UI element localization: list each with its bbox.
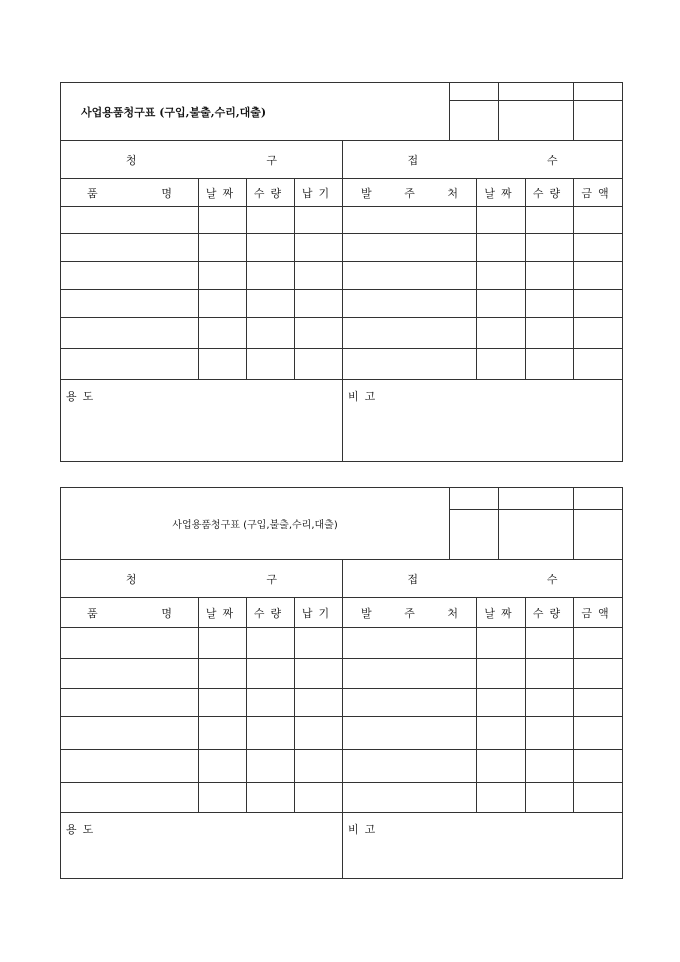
col-request-date: 날짜 [199,598,247,628]
cell[interactable] [343,783,477,813]
remarks-field[interactable] [343,380,623,462]
cell[interactable] [199,628,247,659]
receipt-section-header [343,560,623,598]
table-row [61,689,623,717]
approval-header-cell [499,83,574,101]
cell[interactable] [574,689,623,717]
purpose-field[interactable] [61,380,343,462]
col-due-date: 납기 [295,179,343,207]
purpose-label: 용도 [66,390,100,403]
approval-header-cell [574,83,623,101]
receipt-label-1: 접 [407,153,419,167]
approval-signature-cell[interactable] [450,101,499,141]
col-request-qty: 수량 [247,179,295,207]
col-receipt-date: 날짜 [477,598,526,628]
request-label-2: 구 [266,572,278,586]
cell[interactable] [477,207,526,234]
approval-signature-cell[interactable] [499,101,574,141]
cell[interactable] [343,750,477,783]
cell[interactable] [61,318,199,349]
cell[interactable] [61,750,199,783]
cell[interactable] [247,234,295,262]
cell[interactable] [574,207,623,234]
cell[interactable] [574,628,623,659]
cell[interactable] [199,207,247,234]
cell[interactable] [343,659,477,689]
cell[interactable] [477,318,526,349]
approval-signature-cell[interactable] [499,510,574,560]
request-label-1: 청 [125,153,137,167]
cell[interactable] [61,262,199,290]
cell[interactable] [526,349,574,380]
cell[interactable] [477,290,526,318]
approval-signature-cell[interactable] [574,510,623,560]
table-row [61,234,623,262]
receipt-label-2: 수 [546,153,558,167]
cell[interactable] [526,750,574,783]
cell[interactable] [574,318,623,349]
cell[interactable] [295,262,343,290]
cell[interactable] [247,262,295,290]
table-row [61,717,623,750]
cell[interactable] [526,262,574,290]
cell[interactable] [574,659,623,689]
cell[interactable] [343,207,477,234]
purpose-label: 용도 [66,823,100,836]
cell[interactable] [477,689,526,717]
form-title: 사업용품청구표 (구입,불출,수리,대출) [61,488,450,560]
request-section-header [61,141,343,179]
cell[interactable] [526,234,574,262]
cell[interactable] [295,349,343,380]
col-supplier: 발 주 처 [343,179,477,207]
receipt-label-2: 수 [546,572,558,586]
cell[interactable] [295,750,343,783]
cell[interactable] [574,290,623,318]
cell[interactable] [477,659,526,689]
cell[interactable] [247,628,295,659]
table-row [61,349,623,380]
cell[interactable] [61,349,199,380]
cell[interactable] [199,750,247,783]
table-row [61,628,623,659]
cell[interactable] [199,349,247,380]
col-amount: 금액 [574,179,623,207]
table-row [61,750,623,783]
table-row [61,783,623,813]
table-row [61,318,623,349]
cell[interactable] [61,628,199,659]
cell[interactable] [295,689,343,717]
cell[interactable] [343,689,477,717]
remarks-field[interactable] [343,813,623,879]
form-title: 사업용품청구표 (구입,불출,수리,대출) [61,83,450,141]
col-supplier: 발 주 처 [343,598,477,628]
cell[interactable] [199,234,247,262]
table-row [61,659,623,689]
cell[interactable] [295,659,343,689]
receipt-label-1: 접 [407,572,419,586]
cell[interactable] [199,689,247,717]
col-item-name: 품 명 [61,179,199,207]
cell[interactable] [574,262,623,290]
cell[interactable] [477,717,526,750]
cell[interactable] [526,628,574,659]
col-receipt-qty: 수량 [526,598,574,628]
cell[interactable] [295,207,343,234]
cell[interactable] [61,783,199,813]
cell[interactable] [199,783,247,813]
cell[interactable] [199,262,247,290]
approval-header-cell [574,488,623,510]
cell[interactable] [61,717,199,750]
remarks-label: 비고 [348,390,382,403]
col-receipt-qty: 수량 [526,179,574,207]
purpose-field[interactable] [61,813,343,879]
request-label-2: 구 [266,153,278,167]
cell[interactable] [247,783,295,813]
table-row [61,290,623,318]
col-item-name: 품 명 [61,598,199,628]
cell[interactable] [199,659,247,689]
cell[interactable] [477,262,526,290]
cell[interactable] [343,717,477,750]
cell[interactable] [61,689,199,717]
request-form-table [60,82,623,462]
cell[interactable] [574,750,623,783]
cell[interactable] [295,318,343,349]
cell[interactable] [199,290,247,318]
request-section-header [61,560,343,598]
cell[interactable] [477,234,526,262]
cell[interactable] [199,717,247,750]
receipt-section-header [343,141,623,179]
purchase-request-form-2 [60,487,622,879]
cell[interactable] [526,207,574,234]
approval-signature-cell[interactable] [574,101,623,141]
cell[interactable] [477,628,526,659]
cell[interactable] [247,207,295,234]
cell[interactable] [343,349,477,380]
cell[interactable] [247,290,295,318]
cell[interactable] [247,689,295,717]
cell[interactable] [343,262,477,290]
cell[interactable] [526,318,574,349]
cell[interactable] [574,349,623,380]
cell[interactable] [343,628,477,659]
approval-header-cell [450,488,499,510]
remarks-label: 비고 [348,823,382,836]
col-request-qty: 수량 [247,598,295,628]
cell[interactable] [295,628,343,659]
cell[interactable] [61,659,199,689]
cell[interactable] [343,290,477,318]
cell[interactable] [574,783,623,813]
cell[interactable] [61,290,199,318]
col-amount: 금액 [574,598,623,628]
cell[interactable] [526,783,574,813]
request-label-1: 청 [125,572,137,586]
col-request-date: 날짜 [199,179,247,207]
cell[interactable] [295,717,343,750]
approval-header-cell [450,83,499,101]
cell[interactable] [295,783,343,813]
cell[interactable] [61,234,199,262]
col-receipt-date: 날짜 [477,179,526,207]
cell[interactable] [526,689,574,717]
cell[interactable] [295,290,343,318]
cell[interactable] [247,349,295,380]
cell[interactable] [247,750,295,783]
cell[interactable] [526,659,574,689]
cell[interactable] [477,750,526,783]
cell[interactable] [247,717,295,750]
cell[interactable] [247,659,295,689]
cell[interactable] [199,318,247,349]
col-due-date: 납기 [295,598,343,628]
cell[interactable] [61,207,199,234]
cell[interactable] [343,234,477,262]
cell[interactable] [295,234,343,262]
request-form-table [60,487,623,879]
cell[interactable] [247,318,295,349]
cell[interactable] [574,234,623,262]
cell[interactable] [477,783,526,813]
cell[interactable] [526,717,574,750]
approval-signature-cell[interactable] [450,510,499,560]
cell[interactable] [343,318,477,349]
approval-header-cell [499,488,574,510]
cell[interactable] [477,349,526,380]
table-row [61,207,623,234]
cell[interactable] [574,717,623,750]
purchase-request-form-1 [60,82,622,462]
cell[interactable] [526,290,574,318]
table-row [61,262,623,290]
